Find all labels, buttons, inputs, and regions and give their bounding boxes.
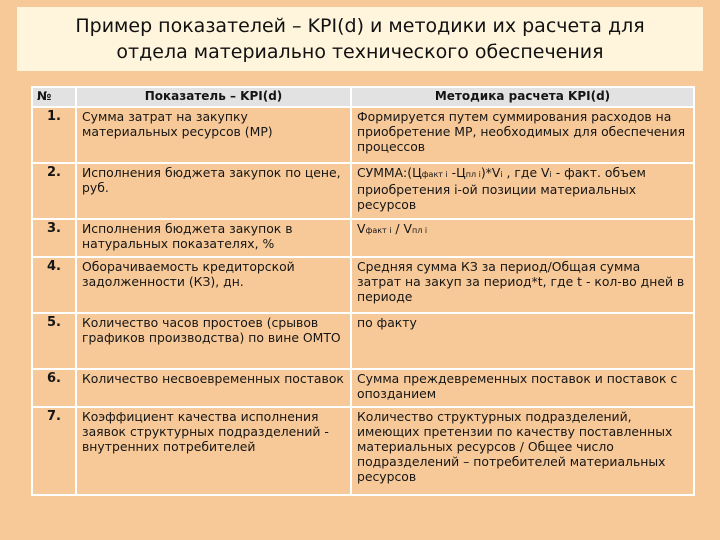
row-indicator: Исполнения бюджета закупок в натуральных показателях, % bbox=[76, 219, 351, 257]
table-header-row bbox=[32, 87, 694, 107]
row-indicator: Сумма затрат на закупку материальных ресурсов (МР) bbox=[76, 107, 351, 163]
row-method: по факту bbox=[351, 313, 694, 369]
row-number: 7. bbox=[32, 407, 76, 495]
kpi-table bbox=[31, 86, 695, 496]
formula-text: -Ц bbox=[447, 165, 466, 180]
formula-text: - факт. объем приобретения i-ой позиции материальных ресурсов bbox=[357, 165, 646, 212]
table-row bbox=[32, 313, 694, 369]
formula-subscript: факт i bbox=[365, 226, 392, 235]
row-indicator: Оборачиваемость кредиторской задолженности (КЗ), дн. bbox=[76, 257, 351, 313]
header-number: № bbox=[32, 87, 76, 107]
row-number: 3. bbox=[32, 219, 76, 257]
formula-text: V bbox=[357, 221, 366, 236]
table-row bbox=[32, 219, 694, 257]
row-method: Сумма преждевременных поставок и поставок с опозданием bbox=[351, 369, 694, 407]
row-indicator: Количество часов простоев (срывов графиков производства) по вине ОМТО bbox=[76, 313, 351, 369]
row-number: 6. bbox=[32, 369, 76, 407]
row-indicator: Количество несвоевременных поставок bbox=[76, 369, 351, 407]
formula-text: СУММА:(Ц bbox=[357, 165, 422, 180]
row-method: Средняя сумма КЗ за период/Общая сумма затрат на закуп за период*t, где t - кол-во дней в периоде bbox=[351, 257, 694, 313]
formula-subscript: пл i bbox=[465, 170, 481, 179]
formula-text: )*V bbox=[480, 165, 501, 180]
formula-subscript: i bbox=[549, 170, 552, 179]
header-indicator: Показатель – KPI(d) bbox=[76, 87, 351, 107]
slide-title bbox=[17, 7, 703, 71]
row-number: 5. bbox=[32, 313, 76, 369]
row-number: 4. bbox=[32, 257, 76, 313]
slide-title-line-2: отдела материально технического обеспечения bbox=[116, 41, 604, 63]
table-row bbox=[32, 407, 694, 495]
header-method: Методика расчета KPI(d) bbox=[351, 87, 694, 107]
row-method: Формируется путем суммирования расходов на приобретение МР, необходимых для обеспечения процессов bbox=[351, 107, 694, 163]
table-row bbox=[32, 163, 694, 219]
row-indicator: Коэффициент качества исполнения заявок структурных подразделений - внутренних потребителей bbox=[76, 407, 351, 495]
row-method: Количество структурных подразделений, имеющих претензии по качеству поставленных материальных ресурсов / Общее число подразделений – потребителей материальных ресурсов bbox=[351, 407, 694, 495]
row-method bbox=[351, 219, 694, 257]
formula-text: / V bbox=[391, 221, 413, 236]
row-method bbox=[351, 163, 694, 219]
table-row bbox=[32, 369, 694, 407]
row-number: 2. bbox=[32, 163, 76, 219]
formula-subscript: i bbox=[500, 170, 503, 179]
row-indicator: Исполнения бюджета закупок по цене, руб. bbox=[76, 163, 351, 219]
slide-title-line-1: Пример показателей – KPI(d) и методики их расчета для bbox=[75, 15, 645, 37]
table-row bbox=[32, 257, 694, 313]
formula-subscript: пл i bbox=[412, 226, 428, 235]
formula-text: , где V bbox=[502, 165, 550, 180]
row-number: 1. bbox=[32, 107, 76, 163]
table-row bbox=[32, 107, 694, 163]
formula-subscript: факт i bbox=[421, 170, 448, 179]
